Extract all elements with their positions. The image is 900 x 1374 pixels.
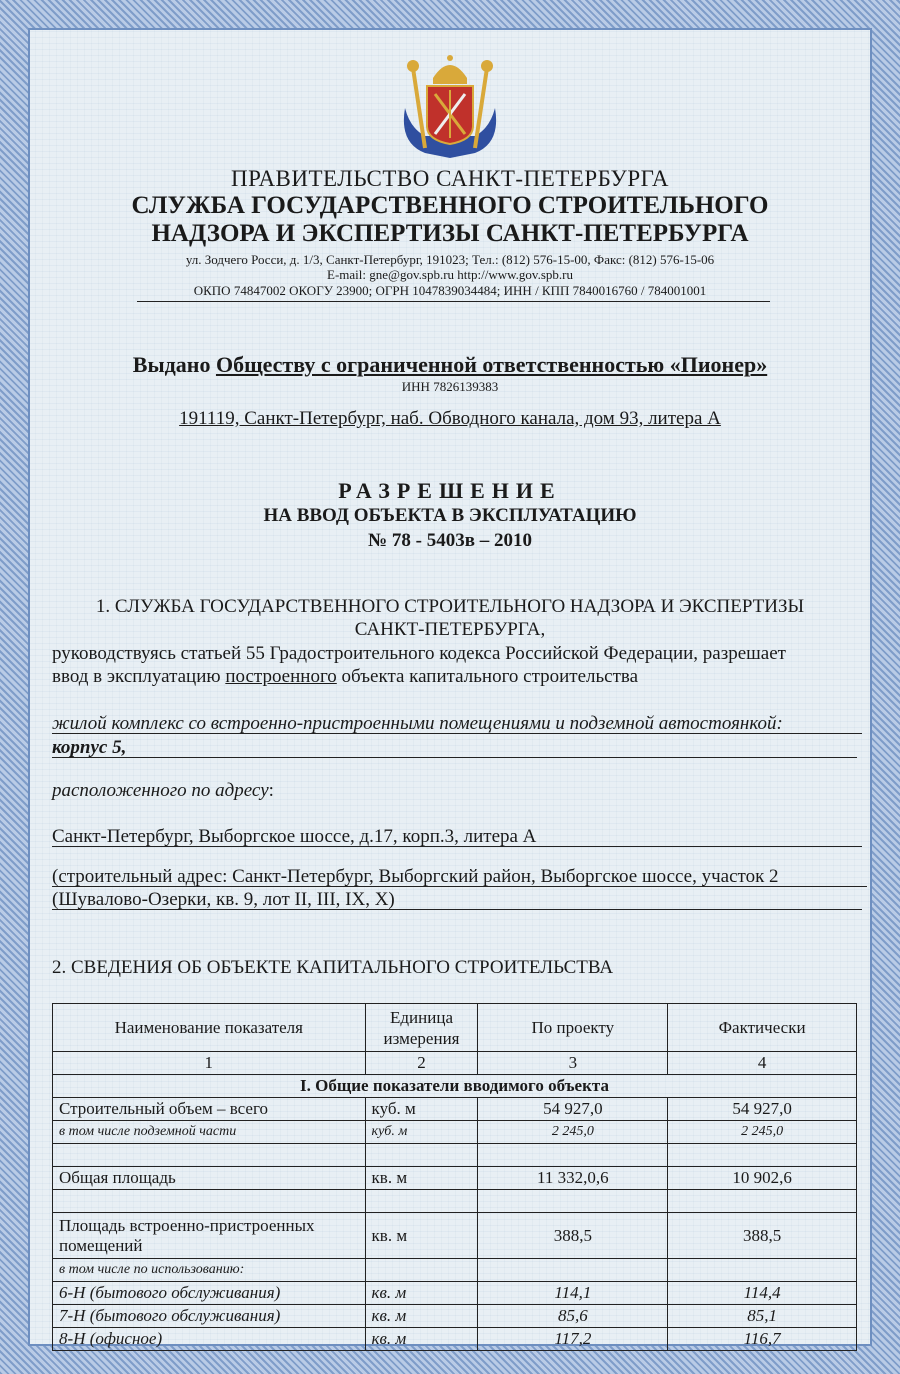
section1-heading-line1: 1. СЛУЖБА ГОСУДАРСТВЕННОГО СТРОИТЕЛЬНОГО НАДЗОРА И ЭКСПЕРТИЗЫ bbox=[95, 596, 805, 617]
header-divider bbox=[137, 301, 770, 302]
table-header-row bbox=[53, 1004, 857, 1052]
table-cell-name: 8-Н (офисное) bbox=[53, 1328, 366, 1351]
table-cell-project bbox=[478, 1144, 668, 1167]
table-cell-actual: 2 245,0 bbox=[668, 1121, 857, 1144]
section1-text-part-b: объекта капитального строительства bbox=[336, 666, 639, 687]
table-cell-unit: кв. м bbox=[365, 1282, 478, 1305]
table-cell-project bbox=[478, 1190, 668, 1213]
table-cell-actual bbox=[668, 1144, 857, 1167]
document-title: РАЗРЕШЕНИЕ bbox=[338, 478, 562, 503]
located-label-colon: : bbox=[268, 780, 274, 801]
table-cell-actual bbox=[668, 1259, 857, 1282]
object-indicators-table bbox=[52, 1003, 857, 1351]
table-number-row bbox=[53, 1052, 857, 1075]
group-title: I. Общие показатели вводимого объекта bbox=[53, 1075, 857, 1098]
contact-email-web: E-mail: gne@gov.spb.ru http://www.gov.spb.ru bbox=[327, 267, 573, 282]
recipient-name: Обществу с ограниченной ответственностью «Пионер» bbox=[215, 352, 768, 377]
table-cell-actual: 10 902,6 bbox=[668, 1167, 857, 1190]
table-row bbox=[53, 1328, 857, 1351]
table-cell-unit: кв. м bbox=[365, 1213, 478, 1259]
table-cell-unit: кв. м bbox=[365, 1328, 478, 1351]
table-row bbox=[53, 1259, 857, 1282]
object-address: Санкт-Петербург, Выборгское шоссе, д.17, корп.3, литера А bbox=[52, 826, 537, 847]
table-cell-name: 6-Н (бытового обслуживания) bbox=[53, 1282, 366, 1305]
table-cell-name: Общая площадь bbox=[53, 1167, 366, 1190]
col-number: 2 bbox=[365, 1052, 478, 1075]
object-underline1 bbox=[52, 733, 862, 734]
table-row bbox=[53, 1121, 857, 1144]
construction-underline2 bbox=[52, 909, 862, 910]
col-header-actual: Фактически bbox=[668, 1004, 857, 1052]
table-cell-actual: 116,7 bbox=[668, 1328, 857, 1351]
col-header-project: По проекту bbox=[478, 1004, 668, 1052]
table-row bbox=[53, 1305, 857, 1328]
table-cell-name: в том числе подземной части bbox=[53, 1121, 366, 1144]
contact-address: ул. Зодчего Росси, д. 1/3, Санкт-Петербург, 191023; Тел.: (812) 576-15-00, Факс: (812) 576-15-06 bbox=[185, 252, 715, 267]
table-cell-unit bbox=[365, 1190, 478, 1213]
table-cell-unit: куб. м bbox=[365, 1098, 478, 1121]
located-label-text: расположенного по адресу bbox=[52, 780, 269, 801]
construction-address-line1: (строительный адрес: Санкт-Петербург, Выборгский район, Выборгское шоссе, участок 2 bbox=[52, 866, 779, 887]
table-row bbox=[53, 1282, 857, 1305]
issued-to bbox=[0, 352, 900, 378]
table-cell-unit bbox=[365, 1144, 478, 1167]
table-group-row bbox=[53, 1075, 857, 1098]
registration-codes: ОКПО 74847002 ОКОГУ 23900; ОГРН 1047839034484; ИНН / КПП 7840016760 / 784001001 bbox=[193, 283, 707, 298]
table-cell-project: 117,2 bbox=[478, 1328, 668, 1351]
col-header-name: Наименование показателя bbox=[53, 1004, 366, 1052]
table-cell-unit: кв. м bbox=[365, 1305, 478, 1328]
section1-text-built: построенного bbox=[225, 666, 337, 687]
table-row bbox=[53, 1167, 857, 1190]
table-cell-project bbox=[478, 1259, 668, 1282]
construction-underline1 bbox=[52, 886, 867, 887]
table-cell-actual bbox=[668, 1190, 857, 1213]
table-cell-project: 54 927,0 bbox=[478, 1098, 668, 1121]
object-description-line2: корпус 5, bbox=[52, 737, 127, 758]
table-cell-name: в том числе по использованию: bbox=[53, 1259, 366, 1282]
table-cell-unit: кв. м bbox=[365, 1167, 478, 1190]
table-cell-actual: 85,1 bbox=[668, 1305, 857, 1328]
section1-heading-line2: САНКТ-ПЕТЕРБУРГА, bbox=[354, 619, 546, 640]
table-cell-project: 11 332,0,6 bbox=[478, 1167, 668, 1190]
table-cell-name: 7-Н (бытового обслуживания) bbox=[53, 1305, 366, 1328]
table-cell-project: 114,1 bbox=[478, 1282, 668, 1305]
section2-heading: 2. СВЕДЕНИЯ ОБ ОБЪЕКТЕ КАПИТАЛЬНОГО СТРОИТЕЛЬСТВА bbox=[52, 957, 614, 978]
table-cell-unit: куб. м bbox=[365, 1121, 478, 1144]
table-cell-actual: 388,5 bbox=[668, 1213, 857, 1259]
recipient-address-text: 191119, Санкт-Петербург, наб. Обводного канала, дом 93, литера А bbox=[179, 408, 721, 429]
table-row bbox=[53, 1098, 857, 1121]
table-cell-name: Площадь встроенно-пристроенных помещений bbox=[53, 1213, 366, 1259]
document-subtitle: НА ВВОД ОБЪЕКТА В ЭКСПЛУАТАЦИЮ bbox=[263, 505, 637, 526]
permit-number: № 78 - 5403в – 2010 bbox=[368, 530, 532, 551]
table-cell-project: 388,5 bbox=[478, 1213, 668, 1259]
table-cell-actual: 114,4 bbox=[668, 1282, 857, 1305]
object-description-line1: жилой комплекс со встроенно-пристроенными помещениями и подземной автостоянкой: bbox=[52, 713, 783, 734]
government-name: ПРАВИТЕЛЬСТВО САНКТ-ПЕТЕРБУРГА bbox=[230, 166, 670, 191]
saint-petersburg-coat-of-arms-icon bbox=[395, 48, 505, 160]
issued-prefix: Выдано bbox=[132, 352, 211, 377]
object-underline2 bbox=[52, 757, 857, 758]
section1-text-line1: руководствуясь статьей 55 Градостроительного кодекса Российской Федерации, разрешает bbox=[52, 643, 786, 664]
col-number: 3 bbox=[478, 1052, 668, 1075]
col-header-unit: Единица измерения bbox=[365, 1004, 478, 1052]
table-row bbox=[53, 1213, 857, 1259]
section1-text-line2 bbox=[52, 666, 638, 688]
address-underline bbox=[52, 846, 862, 847]
table-cell-project: 2 245,0 bbox=[478, 1121, 668, 1144]
table-cell-unit bbox=[365, 1259, 478, 1282]
located-label bbox=[52, 780, 274, 802]
service-name-line2: НАДЗОРА И ЭКСПЕРТИЗЫ САНКТ-ПЕТЕРБУРГА bbox=[151, 220, 749, 247]
recipient-inn: ИНН 7826139383 bbox=[401, 379, 499, 394]
table-row bbox=[53, 1144, 857, 1167]
table-cell-actual: 54 927,0 bbox=[668, 1098, 857, 1121]
col-number: 1 bbox=[53, 1052, 366, 1075]
table-cell-name bbox=[53, 1144, 366, 1167]
table-cell-project: 85,6 bbox=[478, 1305, 668, 1328]
section1-text-part-a: ввод в эксплуатацию bbox=[52, 666, 226, 687]
construction-address-line2: (Шувалово-Озерки, кв. 9, лот II, III, IX, X) bbox=[52, 889, 395, 910]
service-name-line1: СЛУЖБА ГОСУДАРСТВЕННОГО СТРОИТЕЛЬНОГО bbox=[131, 192, 769, 219]
recipient-address bbox=[0, 408, 900, 430]
table-row bbox=[53, 1190, 857, 1213]
col-number: 4 bbox=[668, 1052, 857, 1075]
table-cell-name bbox=[53, 1190, 366, 1213]
table-cell-name: Строительный объем – всего bbox=[53, 1098, 366, 1121]
